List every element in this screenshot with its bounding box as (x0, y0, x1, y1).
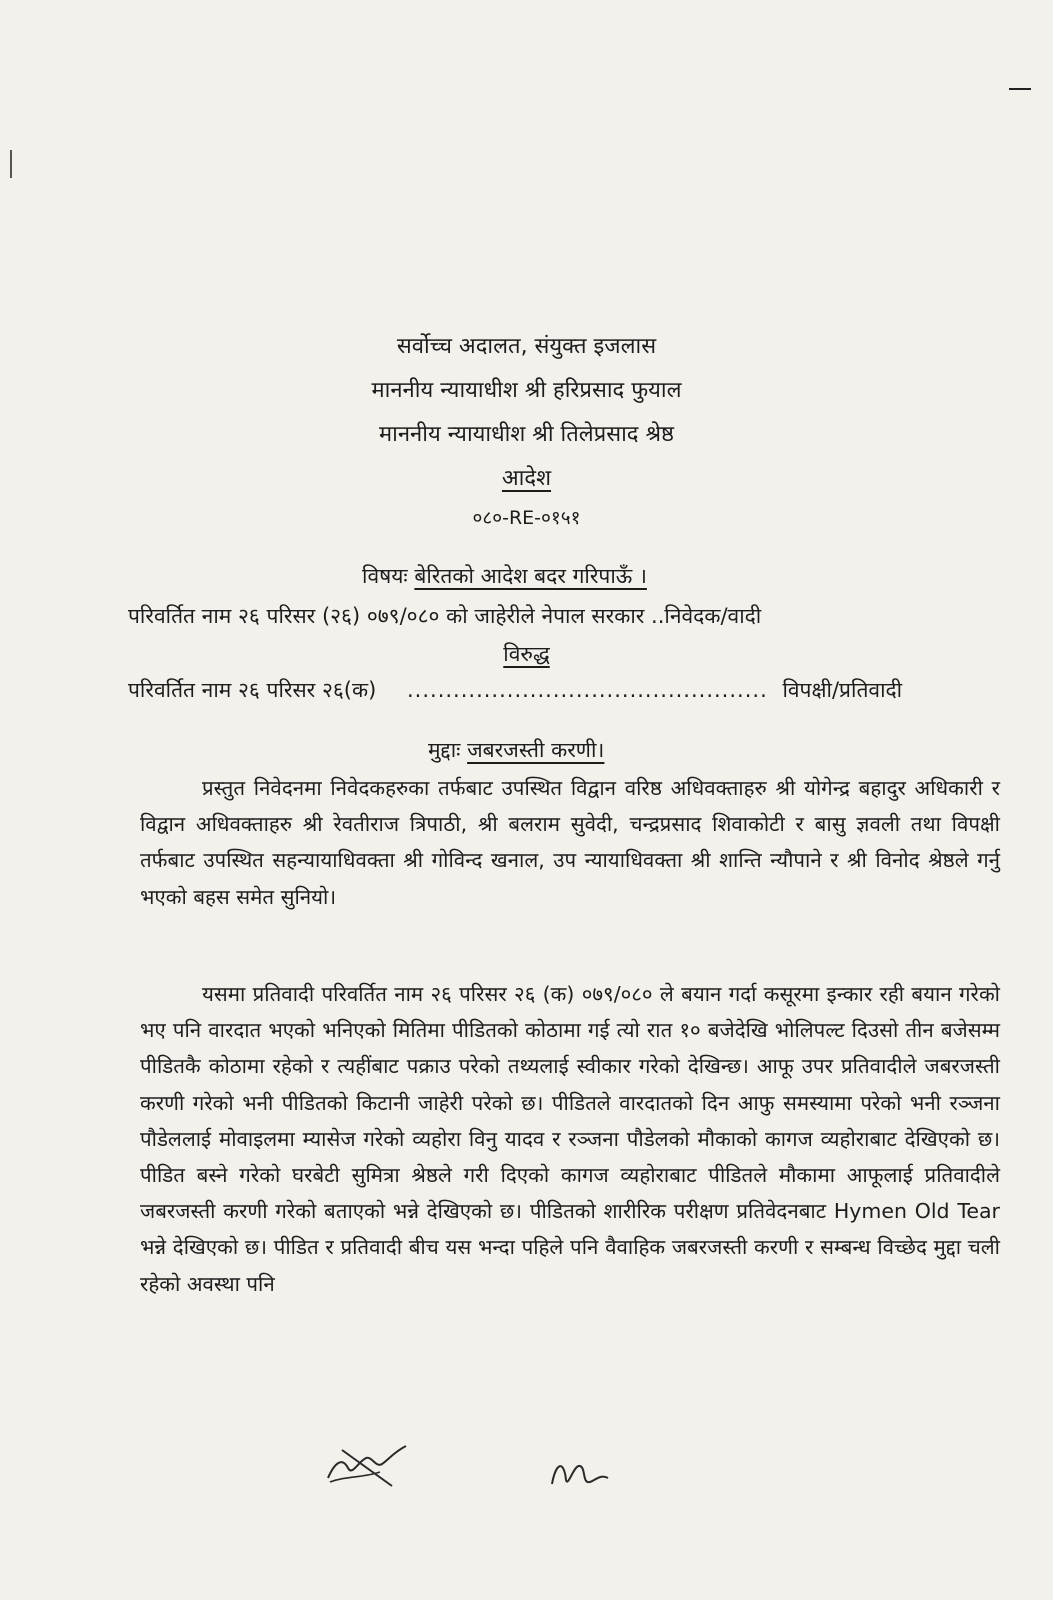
paragraph-2-text: यसमा प्रतिवादी परिवर्तित नाम २६ परिसर २६ (क) ०७९/०८० ले बयान गर्दा कसूरमा इन्कार रही बयान गरेको भए पनि वारदात भएको भनिएको मितिमा पीडितको कोठामा गई त्यो रात १० बजेदेखि भोलिपल्ट दिउसो तीन बजेसम्म पीडितकै कोठामा रहेको र त्यहींबाट पक्राउ परेको तथ्यलाई स्वीकार गरेको देखिन्छ। आफू उपर प्रतिवादीले जबरजस्ती करणी गरेको भनी पीडितको किटानी जाहेरी परेको छ। पीडितले वारदातको दिन आफु समस्यामा परेको भनी रञ्जना पौडेललाई मोवाइलमा म्यासेज गरेको व्यहोरा विनु यादव र रञ्जना पौडेलको मौकाको कागज व्यहोराबाट देखिएको छ। पीडित बस्ने गरेको घरबेटी सुमित्रा श्रेष्ठले गरी दिएको कागज व्यहोराबाट पीडितले मौकामा आफूलाई प्रतिवादीले जबरजस्ती करणी गरेको बताएको भन्ने देखिएको छ। पीडितको शारीरिक परीक्षण प्रतिवेदनबाट Hymen Old Tear भन्ने देखिएको छ। पीडित र प्रतिवादी बीच यस भन्दा पहिले पनि वैवाहिक जबरजस्ती करणी र सम्बन्ध विच्छेद मुद्दा चली रहेको अवस्था पनि (140, 982, 1000, 1296)
paragraph-2 (140, 976, 1000, 1302)
paragraph-1-text: प्रस्तुत निवेदनमा निवेदकहरुका तर्फबाट उपस्थित विद्वान वरिष्ठ अधिवक्ताहरु श्री योगेन्द्र बहादुर अधिकारी र विद्वान अधिवक्ताहरु श्री रेवतीराज त्रिपाठी, श्री बलराम सुवेदी, चन्द्रप्रसाद शिवाकोटी र बासु ज्ञवली तथा विपक्षी तर्फबाट उपस्थित सहन्यायाधिवक्ता श्री गोविन्द खनाल, उप न्यायाधिवक्ता श्री शान्ति न्यौपाने र श्री विनोद श्रेष्ठले गर्नु भएको बहस समेत सुनियो। (140, 776, 1000, 909)
subject-text: बेरितको आदेश बदर गरिपाऊँ । (414, 564, 647, 588)
petitioner-line (128, 602, 761, 630)
respondent-role: विपक्षी/प्रतिवादी (782, 678, 903, 702)
margin-mark (10, 150, 12, 178)
case-type-label: मुद्दाः (428, 738, 461, 762)
versus: विरुद्ध (503, 642, 550, 666)
respondent-name: परिवर्तित नाम २६ परिसर २६(क) (128, 678, 377, 702)
signature-1 (322, 1438, 412, 1490)
case-type-text: जबरजस्ती करणी। (467, 738, 605, 762)
petitioner-name: परिवर्तित नाम २६ परिसर (२६) ०७९/०८० को जाहेरीले नेपाल सरकार (128, 604, 645, 628)
judge-1: माननीय न्यायाधीश श्री हरिप्रसाद फुयाल (371, 378, 682, 403)
case-type-line (428, 736, 604, 764)
subject-line (362, 562, 647, 590)
judge-2: माननीय न्यायाधीश श्री तिलेप्रसाद श्रेष्ठ (378, 422, 675, 447)
signature-2 (546, 1452, 616, 1492)
court-name: सर्वोच्च अदालत, संयुक्त इजलास (396, 334, 657, 359)
respondent-line (128, 676, 948, 704)
paragraph-1 (140, 770, 1000, 915)
order-label: आदेश (501, 466, 552, 491)
case-number: ०८०-RE-०१५१ (472, 507, 581, 529)
petitioner-role: ..निवेदक/वादी (651, 604, 762, 628)
corner-mark (1009, 88, 1031, 90)
respondent-dots: ............................................... (407, 678, 768, 702)
subject-label: विषयः (362, 564, 408, 588)
